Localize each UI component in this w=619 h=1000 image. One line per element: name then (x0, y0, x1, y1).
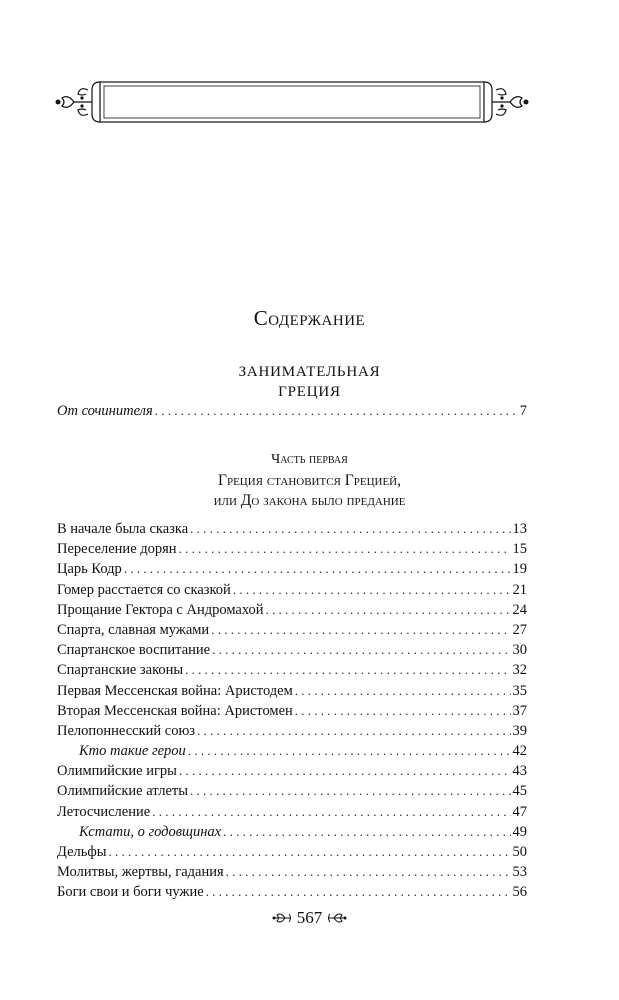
toc-subentry[interactable] (57, 822, 527, 842)
part-title-line-2: или До закона было предание (213, 492, 406, 509)
leader-dots (109, 842, 511, 862)
toc-entry[interactable] (57, 559, 527, 579)
toc-entry[interactable] (57, 882, 527, 902)
part-label: Часть первая (271, 452, 348, 467)
toc-entry-page: 45 (512, 783, 527, 800)
toc-entry-page: 13 (512, 521, 527, 537)
leader-dots (206, 882, 511, 902)
toc-entry[interactable] (57, 701, 527, 721)
toc-entry-page: 24 (512, 601, 527, 618)
toc-entry-title: Прощание Гектора с Андромахой (57, 601, 264, 618)
page-footer (0, 908, 619, 928)
toc-entry-page: 7 (519, 403, 527, 419)
leader-dots (124, 559, 511, 579)
toc-entry[interactable] (57, 842, 527, 862)
toc-entry-title: Боги свои и боги чужие (57, 884, 204, 901)
toc-entry[interactable] (57, 580, 527, 600)
leader-dots (179, 539, 511, 559)
leader-dots (155, 401, 518, 421)
toc-entry[interactable] (57, 781, 527, 801)
toc-entry-title: Олимпийские атлеты (57, 783, 189, 800)
page-title: Содержание (253, 306, 366, 330)
toc-entry[interactable] (57, 802, 527, 822)
leader-dots (295, 701, 511, 721)
toc-entry[interactable] (57, 539, 527, 559)
leader-dots (190, 781, 510, 801)
preface-list (57, 401, 527, 421)
toc-entry-page: 50 (512, 844, 527, 860)
toc-entry-page: 42 (512, 743, 527, 760)
book-title-line-1: ЗАНИМАТЕЛЬНАЯ (238, 364, 381, 380)
toc-entry[interactable] (57, 660, 527, 680)
toc-entry-preface[interactable] (57, 401, 527, 421)
toc-entry-page: 27 (512, 621, 527, 638)
toc-list (57, 519, 527, 903)
leader-dots (211, 620, 510, 640)
leader-dots (295, 681, 511, 701)
toc-entry[interactable] (57, 620, 527, 640)
fleuron-left-icon (271, 911, 293, 925)
toc-entry-page: 49 (512, 823, 527, 840)
toc-entry-page: 56 (512, 884, 527, 901)
toc-entry[interactable] (57, 519, 527, 539)
toc-entry[interactable] (57, 600, 527, 620)
toc-entry-title: Летосчисление (57, 803, 151, 820)
toc-entry-page: 15 (512, 541, 527, 558)
toc-entry-title: Кстати, о годовщинах (79, 823, 222, 840)
toc-entry-title: Дельфы (57, 844, 107, 860)
toc-entry[interactable] (57, 640, 527, 660)
toc-entry-page: 37 (512, 702, 527, 719)
toc-entry-page: 21 (512, 581, 527, 598)
leader-dots (266, 600, 511, 620)
leader-dots (190, 519, 510, 539)
leader-dots (152, 802, 510, 822)
toc-entry-title: Гомер расстается со сказкой (57, 581, 231, 598)
leader-dots (233, 580, 511, 600)
toc-entry-title: Вторая Мессенская война: Аристомен (57, 702, 293, 719)
toc-entry[interactable] (57, 681, 527, 701)
toc-entry[interactable] (57, 721, 527, 741)
toc-entry[interactable] (57, 862, 527, 882)
toc-entry-title: Царь Кодр (57, 561, 122, 578)
leader-dots (226, 862, 511, 882)
toc-entry-title: Кто такие герои (79, 743, 186, 760)
toc-entry-title: Пелопоннесский союз (57, 722, 196, 739)
toc-subentry[interactable] (57, 741, 527, 761)
toc-entry-title: Спартанские законы (57, 662, 184, 679)
toc-entry-title: Первая Мессенская война: Аристодем (57, 682, 293, 699)
leader-dots (185, 660, 510, 680)
toc-entry-title: В начале была сказка (57, 521, 189, 537)
toc-entry-page: 35 (512, 682, 527, 699)
book-title-line-2: ГРЕЦИЯ (278, 384, 341, 400)
leader-dots (212, 640, 510, 660)
toc-entry-page: 39 (512, 722, 527, 739)
toc-entry-title: Олимпийские игры (57, 763, 177, 780)
toc-entry-title: От сочинителя (57, 403, 153, 419)
toc-entry-page: 32 (512, 662, 527, 679)
leader-dots (223, 822, 510, 842)
toc-entry-page: 53 (512, 864, 527, 881)
toc-entry-title: Спарта, славная мужами (57, 621, 210, 638)
toc-entry-page: 30 (512, 642, 527, 659)
ornamental-header-frame (52, 76, 532, 128)
leader-dots (188, 741, 511, 761)
leader-dots (179, 761, 511, 781)
toc-entry-title: Переселение дорян (57, 541, 177, 558)
toc-entry-title: Молитвы, жертвы, гадания (57, 864, 224, 881)
toc-entry-title: Спартанское воспитание (57, 642, 211, 659)
leader-dots (197, 721, 510, 741)
toc-entry[interactable] (57, 761, 527, 781)
toc-entry-page: 47 (512, 803, 527, 820)
part-title-line-1: Греция становится Грецией, (217, 472, 401, 489)
toc-entry-page: 19 (512, 561, 527, 578)
toc-entry-page: 43 (512, 763, 527, 780)
page-number: 567 (296, 908, 323, 927)
fleuron-right-icon (326, 911, 348, 925)
